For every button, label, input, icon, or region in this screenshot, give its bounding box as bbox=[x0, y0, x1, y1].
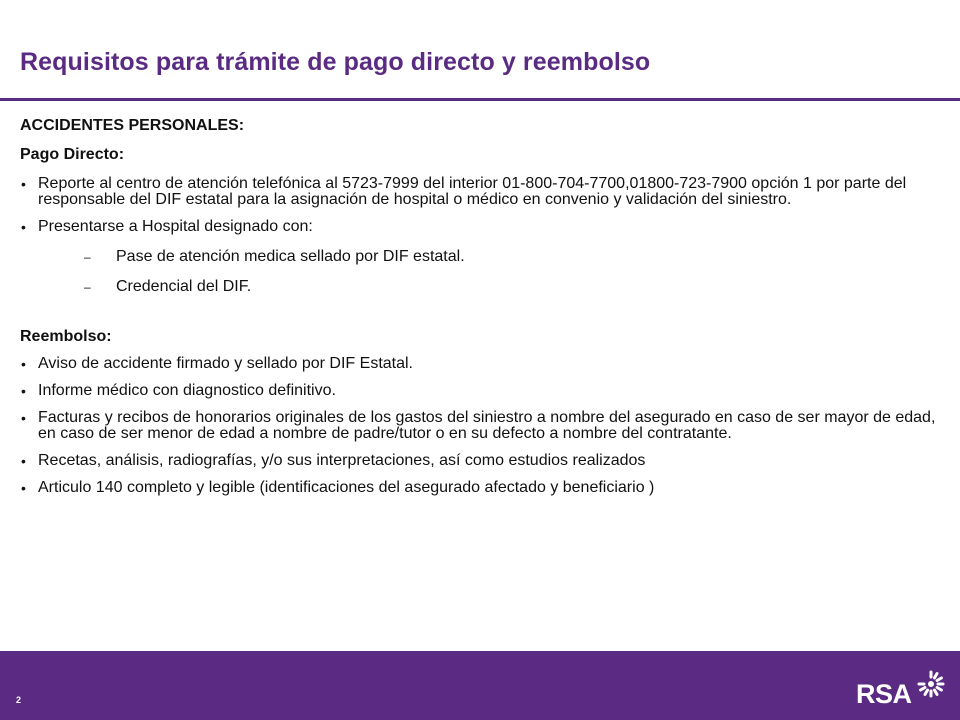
list-item-text: Presentarse a Hospital designado con: bbox=[38, 218, 313, 235]
list-item: • Recetas, análisis, radiografías, y/o sus interpretaciones, así como estudios realizados bbox=[20, 453, 940, 469]
sun-burst-icon bbox=[916, 669, 946, 699]
list-item: • Reporte al centro de atención telefónica al 5723-7999 del interior 01-800-704-7700,01800-723-7900 opción 1 por parte del responsable del DIF estatal para la asignación de hospital o médico en convenio y validación del siniestro. bbox=[20, 176, 940, 208]
logo-text: RSA bbox=[856, 679, 912, 709]
title-divider bbox=[0, 98, 960, 101]
slide-body bbox=[20, 118, 940, 507]
page-number: 2 bbox=[16, 695, 22, 705]
footer-bar bbox=[0, 651, 960, 720]
list-item: • Articulo 140 completo y legible (identificaciones del asegurado afectado y beneficiario ) bbox=[20, 480, 940, 496]
list-item: • Facturas y recibos de honorarios originales de los gastos del siniestro a nombre del asegurado en caso de ser mayor de edad, en caso de ser menor de edad a nombre de padre/tutor o en su defecto a nombre del contratante. bbox=[20, 410, 940, 442]
reembolso-list bbox=[20, 356, 940, 496]
rsa-logo bbox=[856, 669, 946, 711]
slide-title: Requisitos para trámite de pago directo y reembolso bbox=[20, 48, 651, 76]
list-item: • Aviso de accidente firmado y sellado por DIF Estatal. bbox=[20, 356, 940, 372]
list-item bbox=[20, 219, 940, 295]
list-item: • Informe médico con diagnostico definitivo. bbox=[20, 383, 940, 399]
sub-list-item: – Credencial del DIF. bbox=[38, 279, 940, 295]
sub-list bbox=[38, 249, 940, 295]
pago-directo-list bbox=[20, 176, 940, 295]
section-heading: ACCIDENTES PERSONALES: bbox=[20, 117, 245, 134]
sub-list-item: – Pase de atención medica sellado por DIF estatal. bbox=[38, 249, 940, 265]
reembolso-heading: Reembolso: bbox=[20, 328, 112, 345]
pago-directo-heading: Pago Directo: bbox=[20, 146, 125, 163]
